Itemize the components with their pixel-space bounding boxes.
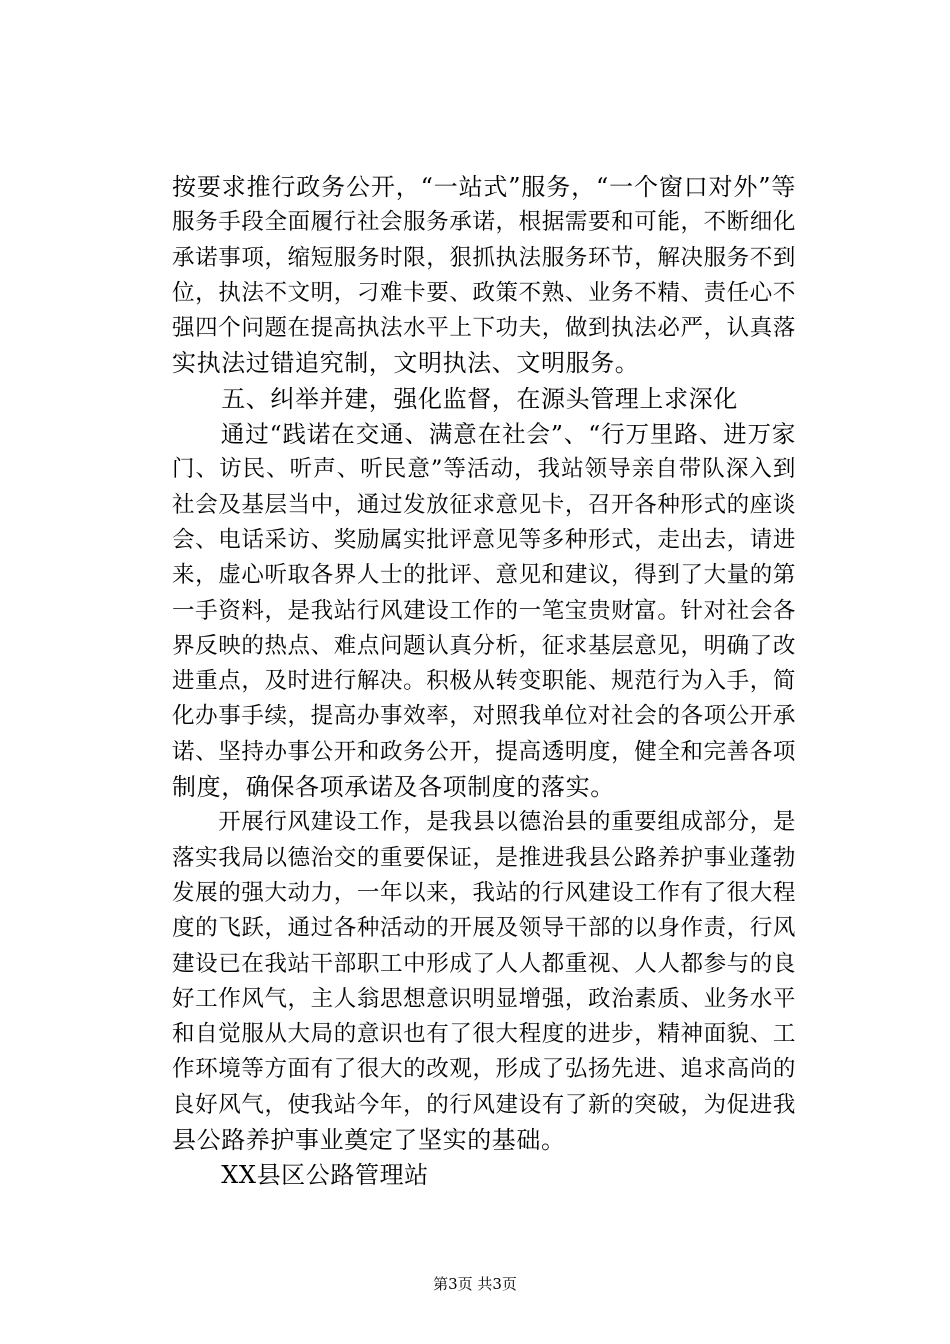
text-line: 通过“践诺在交通、满意在社会”、“行万里路、进万家 [172,420,796,449]
text-line: 社会及基层当中，通过发放征求意见卡，召开各种形式的座谈 [172,491,796,518]
text-line: 县公路养护事业奠定了坚实的基础。 [172,1126,566,1155]
text-line: 强四个问题在提高执法水平上下功夫，做到执法必严，认真落 [172,315,796,342]
text-line: 位，执法不文明，刁难卡要、政策不熟、业务不精、责任心不 [172,279,796,306]
text-line: 服务手段全面履行社会服务承诺，根据需要和可能，不断细化 [172,209,796,236]
text-line: 良好风气，使我站今年，的行风建设有了新的突破，为促进我 [172,1091,796,1118]
text-line: 好工作风气，主人翁思想意识明显增强，政治素质、业务水平 [172,985,796,1012]
text-line: 来，虚心听取各界人士的批评、意见和建议，得到了大量的第 [172,562,796,589]
text-line: 一手资料，是我站行风建设工作的一笔宝贵财富。针对社会各 [172,597,796,624]
page-footer: 第3页 共3页 [433,1275,517,1293]
text-line: 进重点，及时进行解决。积极从转变职能、规范行为入手，简 [172,668,796,695]
section-heading: 五、纠举并建，强化监督，在源头管理上求深化 [172,384,738,413]
text-line: 诺、坚持办事公开和政务公开，提高透明度，健全和完善各项 [172,738,796,765]
text-line: 界反映的热点、难点问题认真分析，征求基层意见，明确了改 [172,632,796,659]
text-line: 和自觉服从大局的意识也有了很大程度的进步，精神面貌、工 [172,1021,796,1048]
text-line: 发展的强大动力，一年以来，我站的行风建设工作有了很大程 [172,879,796,906]
text-line: 度的飞跃，通过各种活动的开展及领导干部的以身作责，行风 [172,915,796,942]
text-line: 落实我局以德治交的重要保证，是推进我县公路养护事业蓬勃 [172,844,796,871]
text-line: 开展行风建设工作，是我县以德治县的重要组成部分，是 [172,809,796,836]
signature-line: XX县区公路管理站 [172,1161,429,1190]
text-line: 实执法过错追究制，文明执法、文明服务。 [172,349,640,378]
text-line: 化办事手续，提高办事效率，对照我单位对社会的各项公开承 [172,703,796,730]
document-body [172,170,796,1194]
text-line: 会、电话采访、奖励属实批评意见等多种形式，走出去，请进 [172,526,796,553]
text-line: 建设已在我站干部职工中形成了人人都重视、人人都参与的良 [172,950,796,977]
text-line: 作环境等方面有了很大的改观，形成了弘扬先进、追求高尚的 [172,1056,796,1083]
text-line: 按要求推行政务公开，“一站式”服务，“一个窗口对外”等 [172,173,796,201]
text-line: 承诺事项，缩短服务时限，狠抓执法服务环节，解决服务不到 [172,244,796,271]
text-line: 制度，确保各项承诺及各项制度的落实。 [172,773,615,802]
text-line: 门、访民、听声、听民意”等活动，我站领导亲自带队深入到 [172,456,796,483]
